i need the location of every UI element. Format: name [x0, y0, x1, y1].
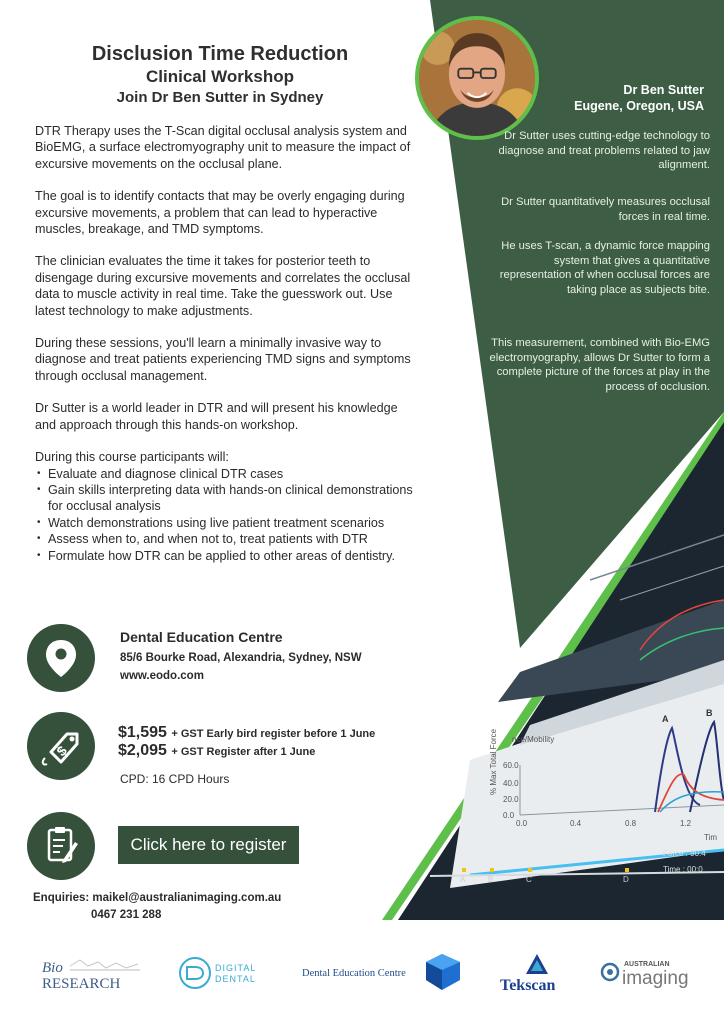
australian-imaging-logo: [600, 955, 712, 989]
speaker-bio: This measurement, combined with Bio-EMG electromyography, allows Dr Sutter to form a complete picture of the forces at play in the process of occlusion.: [489, 337, 710, 393]
digital-dental-logo: [178, 956, 268, 990]
course-outcome: • Formulate how DTR can be applied to other areas of dentistry.: [35, 548, 420, 564]
screen-marker: A: [460, 875, 466, 884]
course-outcomes-list: [35, 466, 420, 564]
workshop-header: [30, 42, 410, 108]
screen-x-tick: 1.2: [680, 819, 692, 828]
intro-paragraph: Dr Sutter is a world leader in DTR and will present his knowledge and approach through this hands-on workshop.: [35, 401, 398, 432]
screen-y-tick: 20.0: [503, 795, 519, 804]
screen-peak-label: B: [706, 708, 713, 718]
intro-paragraph: The goal is to identify contacts that may be overly engaging during excursive movements, a problem that can lead to hyperactive muscles, breakage, and TMD symptoms.: [35, 189, 405, 237]
course-outcome: • Watch demonstrations using live patient treatment scenarios: [35, 515, 420, 531]
bioresearch-logo-top: Bio: [42, 960, 63, 976]
screen-axis-label: % Max Total Force: [489, 728, 498, 795]
bioresearch-logo: [40, 956, 145, 992]
venue-name: Dental Education Centre: [120, 629, 283, 645]
course-outcome: • Assess when to, and when not to, treat patients with DTR: [35, 531, 420, 547]
screen-force-readout: Force : 90.4: [663, 849, 706, 858]
standard-price: [118, 742, 315, 760]
dental-education-centre-logo: [300, 952, 465, 992]
screen-time-label: Tim: [704, 833, 718, 842]
ai-logo-top: AUSTRALIAN: [624, 961, 670, 968]
screen-time-readout: Time : 00:0: [663, 865, 703, 874]
tekscan-logo-text: Tekscan: [500, 977, 556, 994]
late-price-note: + GST Register after 1 June: [171, 746, 316, 758]
screen-marker: C: [526, 875, 532, 884]
screen-y-tick: 60.0: [503, 761, 519, 770]
enquiries-email[interactable]: Enquiries: maikel@australianimaging.com.au: [33, 892, 282, 904]
workshop-title: Disclusion Time Reduction: [91, 43, 349, 65]
workshop-description: [35, 123, 420, 564]
venue-website-link[interactable]: www.eodo.com: [120, 670, 204, 682]
digital-dental-logo-bottom: DENTAL: [215, 974, 256, 984]
speaker-bio: Dr Sutter quantitatively measures occlusal forces in real time.: [501, 196, 710, 223]
course-outcome: • Evaluate and diagnose clinical DTR cases: [35, 466, 420, 482]
enquiries-phone[interactable]: 0467 231 288: [91, 909, 162, 921]
screen-y-tick: 0.0: [503, 811, 515, 820]
screen-peak-label: A: [662, 714, 669, 724]
tekscan-logo: [496, 952, 578, 994]
workshop-subtitle: Clinical Workshop: [146, 67, 294, 86]
screen-marker: D: [623, 875, 629, 884]
speaker-heading: [574, 82, 704, 114]
venue-address: 85/6 Bourke Road, Alexandria, Sydney, NSW: [120, 652, 362, 664]
location-pin-icon: [27, 624, 95, 692]
speaker-photo: [415, 16, 539, 140]
early-price-amount: $1,595: [118, 724, 167, 741]
course-outcome: • Gain skills interpreting data with hands-on clinical demonstrations for occlusal analysis: [35, 482, 420, 515]
register-button[interactable]: Click here to register: [118, 826, 299, 864]
cpd-hours: CPD: 16 CPD Hours: [120, 772, 230, 786]
screen-y-tick: 40.0: [503, 779, 519, 788]
screen-tab-label: nce/Mobility: [512, 735, 555, 744]
speaker-portrait: [419, 20, 535, 136]
price-tag-icon: [27, 712, 95, 780]
digital-dental-logo-top: DIGITAL: [215, 963, 257, 973]
clipboard-icon: [27, 812, 95, 880]
screen-x-tick: 0.8: [625, 819, 637, 828]
intro-paragraph: The clinician evaluates the time it takes for posterior teeth to disengage during excursive movements and correlates the occlusal data to muscle activity in real time. Take the guesswork out. Use latest technology to make adjustments.: [35, 254, 411, 318]
ai-logo-bottom: imaging: [622, 968, 689, 989]
screen-marker: B: [488, 875, 494, 884]
screen-x-tick: 0.0: [516, 819, 528, 828]
screen-x-tick: 0.4: [570, 819, 582, 828]
early-bird-price: [118, 724, 375, 742]
intro-paragraph: DTR Therapy uses the T-Scan digital occlusal analysis system and BioEMG, a surface electromyography unit to measure the impact of excursive movements on the occlusal plane.: [35, 124, 411, 171]
speaker-location: Eugene, Oregon, USA: [574, 99, 704, 113]
speaker-bio: Dr Sutter uses cutting-edge technology to diagnose and treat problems related to jaw alignment.: [498, 130, 710, 172]
svg-text:$: $: [53, 742, 71, 760]
late-price-amount: $2,095: [118, 742, 167, 759]
intro-paragraph: During these sessions, you'll learn a minimally invasive way to diagnose and treat patients experiencing TMD signs and symptoms through occlusal management.: [35, 336, 411, 383]
speaker-name: Dr Ben Sutter: [623, 83, 704, 97]
early-price-note: + GST Early bird register before 1 June: [171, 728, 376, 740]
course-list-intro: During this course participants will:: [35, 450, 229, 465]
bioresearch-logo-bottom: RESEARCH: [42, 976, 121, 992]
workshop-tagline: Join Dr Ben Sutter in Sydney: [116, 89, 324, 106]
speaker-bio: He uses T-scan, a dynamic force mapping system that gives a quantitative representation of when occlusal forces are taking place as subjects bite.: [499, 240, 710, 296]
dec-logo-text: Dental Education Centre: [302, 968, 406, 979]
